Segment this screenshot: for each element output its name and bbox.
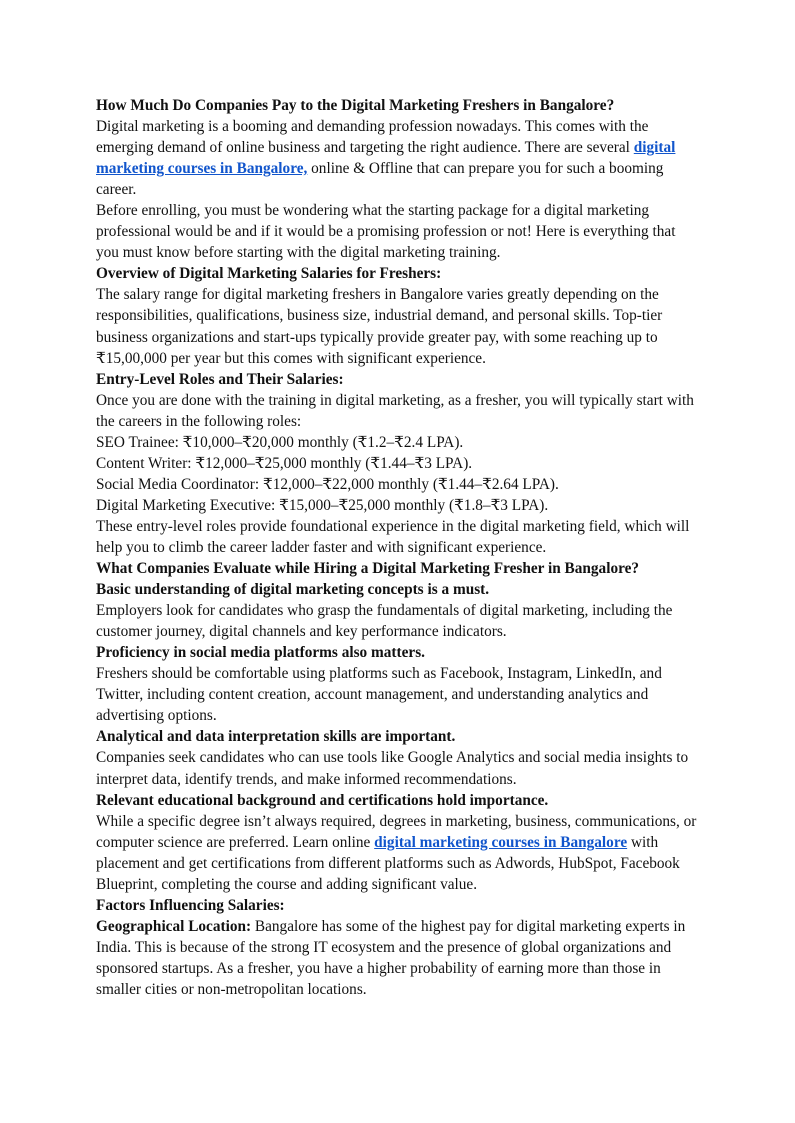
education-text-after-link: with placement and get certifications from different platforms such as Adwords, HubSpot, Facebook Blueprint, completing the course and adding significant value.	[96, 833, 680, 893]
overview-heading: Overview of Digital Marketing Salaries for Freshers:	[96, 265, 442, 283]
role-content-writer: Content Writer: ₹12,000–₹25,000 monthly (₹1.44–₹3 LPA).	[96, 454, 473, 472]
intro-text-before-link: Digital marketing is a booming and demanding profession nowadays. This comes with the emerging demand of online business and targeting the right audience. There are several	[96, 118, 649, 157]
entry-level-heading: Entry-Level Roles and Their Salaries:	[96, 370, 344, 388]
criterion-text-education	[96, 811, 702, 895]
evaluate-heading: What Companies Evaluate while Hiring a Digital Marketing Fresher in Bangalore?	[96, 560, 640, 578]
role-social-media-coordinator: Social Media Coordinator: ₹12,000–₹22,000 monthly (₹1.44–₹2.64 LPA).	[96, 475, 559, 493]
criterion-text-concepts: Employers look for candidates who grasp the fundamentals of digital marketing, including the customer journey, digital channels and key performance indicators.	[96, 602, 673, 641]
geo-label: Geographical Location:	[96, 917, 252, 935]
document-title: How Much Do Companies Pay to the Digital Marketing Freshers in Bangalore?	[96, 97, 615, 114]
criterion-heading-education: Relevant educational background and certifications hold importance.	[96, 791, 549, 809]
geo-text: Bangalore has some of the highest pay for digital marketing experts in India. This is because of the strong IT ecosystem and the presence of global organizations and sponsored startups. As a fresher, you have a higher probability of earning more than those in smaller cities or non-metropolitan locations.	[96, 917, 686, 998]
criterion-heading-analytics: Analytical and data interpretation skills are important.	[96, 728, 456, 746]
criterion-text-analytics: Companies seek candidates who can use tools like Google Analytics and social media insights to interpret data, identify trends, and make informed recommendations.	[96, 749, 689, 788]
role-digital-marketing-executive: Digital Marketing Executive: ₹15,000–₹25,000 monthly (₹1.8–₹3 LPA).	[96, 496, 549, 514]
criterion-heading-social-media: Proficiency in social media platforms also matters.	[96, 644, 425, 662]
criterion-heading-concepts: Basic understanding of digital marketing concepts is a must.	[96, 581, 490, 599]
criterion-text-social-media: Freshers should be comfortable using platforms such as Facebook, Instagram, LinkedIn, and Twitter, including content creation, account management, and understanding analytics and advertising options.	[96, 665, 662, 725]
intro-paragraph-1	[96, 116, 702, 200]
factors-heading: Factors Influencing Salaries:	[96, 896, 285, 914]
education-text-before-link: While a specific degree isn’t always required, degrees in marketing, business, communications, or computer science are preferred. Learn online	[96, 812, 697, 851]
courses-link-2[interactable]: digital marketing courses in Bangalore	[374, 833, 628, 851]
intro-text-after-link: online & Offline that can prepare you for such a booming career.	[96, 160, 664, 199]
entry-level-paragraph: Once you are done with the training in digital marketing, as a fresher, you will typically start with the careers in the following roles:	[96, 391, 694, 430]
document-page	[96, 95, 702, 1000]
entry-level-closing: These entry-level roles provide foundational experience in the digital marketing field, which will help you to climb the career ladder faster and with significant experience.	[96, 517, 690, 556]
courses-link-1[interactable]: digital marketing courses in Bangalore,	[96, 139, 676, 178]
intro-paragraph-2: Before enrolling, you must be wondering what the starting package for a digital marketing professional would be and if it would be a promising profession or not! Here is everything that you must know before starting with the digital marketing training.	[96, 202, 676, 262]
role-seo-trainee: SEO Trainee: ₹10,000–₹20,000 monthly (₹1.2–₹2.4 LPA).	[96, 433, 464, 451]
factor-geographical-location	[96, 916, 702, 1000]
overview-paragraph: The salary range for digital marketing freshers in Bangalore varies greatly depending on the responsibilities, qualifications, business size, industrial demand, and personal skills. Top-tier business organizations and start-ups typically provide greater pay, with some reaching up to ₹15,00,000 per year but this comes with significant experience.	[96, 286, 663, 367]
